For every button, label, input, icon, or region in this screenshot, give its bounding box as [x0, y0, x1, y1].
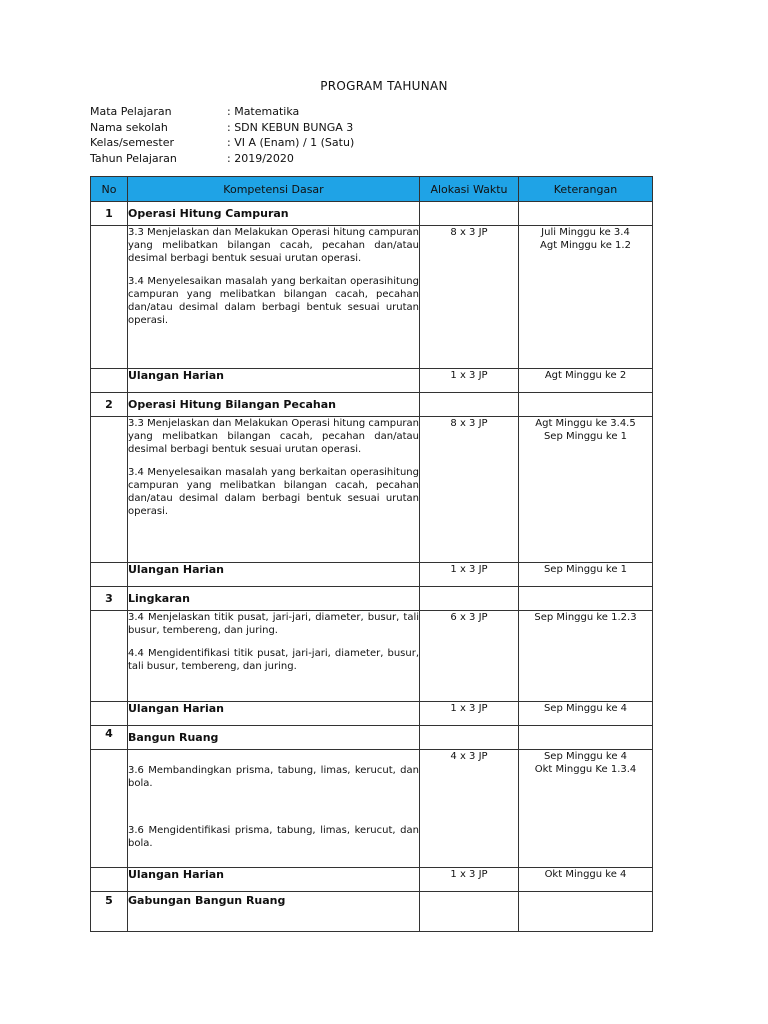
keterangan-line: Sep Minggu ke 1.2.3 — [534, 612, 637, 623]
empty-cell — [91, 611, 128, 702]
keterangan-cell: Okt Minggu ke 4 — [519, 868, 653, 892]
info-value: : VI A (Enam) / 1 (Satu) — [227, 136, 355, 150]
ulangan-label: Ulangan Harian — [128, 702, 420, 726]
table-row — [91, 726, 653, 750]
empty-cell — [91, 868, 128, 892]
keterangan-line: Sep Minggu ke 4 — [543, 751, 628, 762]
kompetensi-item: 3.3 Menjelaskan dan Melakukan Operasi hitung campuran yang melibatkan bilangan cacah, pecahan dan/atau desimal berbagi bentuk sesuai urutan operasi. — [128, 418, 419, 455]
info-row — [90, 104, 354, 120]
alokasi-cell: 8 x 3 JP — [420, 226, 519, 369]
keterangan-cell: Agt Minggu ke 2 — [519, 369, 653, 393]
kompetensi-item: 3.4 Menjelaskan titik pusat, jari-jari, diameter, busur, tali busur, tembereng, dan juring. — [128, 612, 419, 636]
empty-cell — [420, 726, 519, 750]
keterangan-line: Okt Minggu Ke 1.3.4 — [534, 764, 637, 775]
row-number: 2 — [91, 393, 128, 417]
row-number: 3 — [91, 587, 128, 611]
kompetensi-cell — [128, 226, 420, 369]
empty-cell — [91, 750, 128, 868]
info-label: Nama sekolah — [90, 120, 168, 134]
alokasi-cell: 6 x 3 JP — [420, 611, 519, 702]
topic-title: Gabungan Bangun Ruang — [128, 892, 420, 932]
info-label: Tahun Pelajaran — [90, 151, 177, 165]
table-row — [91, 202, 653, 226]
ulangan-label: Ulangan Harian — [128, 868, 420, 892]
table-row — [91, 750, 653, 868]
kompetensi-cell — [128, 611, 420, 702]
empty-cell — [519, 726, 653, 750]
empty-cell — [91, 563, 128, 587]
keterangan-line: Sep Minggu ke 1 — [543, 431, 628, 442]
kompetensi-item: 4.4 Mengidentifikasi titik pusat, jari-jari, diameter, busur, tali busur, tembereng, dan juring. — [128, 648, 419, 672]
info-value: : 2019/2020 — [227, 151, 294, 165]
keterangan-cell: Sep Minggu ke 4 — [519, 702, 653, 726]
empty-cell — [519, 587, 653, 611]
keterangan-line: Juli Minggu ke 3.4 — [541, 227, 630, 238]
empty-cell — [420, 393, 519, 417]
empty-cell — [91, 226, 128, 369]
keterangan-cell — [519, 226, 653, 369]
info-label: Kelas/semester — [90, 136, 174, 150]
alokasi-cell: 1 x 3 JP — [420, 369, 519, 393]
keterangan-cell — [519, 611, 653, 702]
table-header-row — [91, 177, 653, 202]
kompetensi-item: 3.4 Menyelesaikan masalah yang berkaitan operasihitung campuran yang melibatkan bilangan cacah, pecahan dan/atau desimal dalam berbagi bentuk sesuai urutan operasi. — [128, 276, 419, 326]
table-row — [91, 611, 653, 702]
table-row — [91, 868, 653, 892]
table-row — [91, 587, 653, 611]
table-row — [91, 563, 653, 587]
keterangan-cell — [519, 750, 653, 868]
alokasi-cell: 8 x 3 JP — [420, 417, 519, 563]
kompetensi-item: 3.4 Menyelesaikan masalah yang berkaitan operasihitung campuran yang melibatkan bilangan cacah, pecahan dan/atau desimal dalam berbagi bentuk sesuai urutan operasi. — [128, 467, 419, 517]
row-number: 5 — [91, 892, 128, 932]
table-row — [91, 393, 653, 417]
ulangan-label: Ulangan Harian — [128, 369, 420, 393]
kompetensi-cell — [128, 417, 420, 563]
topic-title: Bangun Ruang — [128, 726, 420, 750]
keterangan-line: Agt Minggu ke 1.2 — [540, 240, 631, 251]
keterangan-cell: Sep Minggu ke 1 — [519, 563, 653, 587]
empty-cell — [420, 202, 519, 226]
info-label: Mata Pelajaran — [90, 105, 172, 118]
row-number: 4 — [91, 726, 128, 750]
topic-title: Operasi Hitung Bilangan Pecahan — [128, 393, 420, 417]
empty-cell — [519, 202, 653, 226]
kompetensi-item: 3.6 Membandingkan prisma, tabung, limas, kerucut, dan bola. — [128, 765, 419, 789]
document-title: PROGRAM TAHUNAN — [320, 79, 448, 93]
header-kompetensi: Kompetensi Dasar — [128, 177, 420, 202]
info-row — [90, 151, 354, 167]
program-table — [90, 176, 653, 932]
topic-title: Operasi Hitung Campuran — [128, 202, 420, 226]
alokasi-cell: 1 x 3 JP — [420, 868, 519, 892]
empty-cell — [519, 393, 653, 417]
header-keterangan: Keterangan — [519, 177, 653, 202]
ulangan-label: Ulangan Harian — [128, 563, 420, 587]
alokasi-cell: 4 x 3 JP — [420, 750, 519, 868]
info-block — [90, 104, 354, 166]
keterangan-line: Agt Minggu ke 3.4.5 — [535, 418, 636, 429]
alokasi-cell: 1 x 3 JP — [420, 702, 519, 726]
header-alokasi: Alokasi Waktu — [420, 177, 519, 202]
row-number: 1 — [91, 202, 128, 226]
empty-cell — [91, 369, 128, 393]
kompetensi-item: 3.6 Mengidentifikasi prisma, tabung, limas, kerucut, dan bola. — [128, 825, 419, 849]
table-row — [91, 892, 653, 932]
table-row — [91, 702, 653, 726]
table-row — [91, 369, 653, 393]
table-row — [91, 417, 653, 563]
empty-cell — [91, 702, 128, 726]
empty-cell — [519, 892, 653, 932]
kompetensi-cell — [128, 750, 420, 868]
kompetensi-item: 3.3 Menjelaskan dan Melakukan Operasi hitung campuran yang melibatkan bilangan cacah, pecahan dan/atau desimal berbagi bentuk sesuai urutan operasi. — [128, 227, 419, 264]
info-value: : Matematika — [227, 105, 300, 118]
header-no: No — [91, 177, 128, 202]
table-row — [91, 226, 653, 369]
empty-cell — [91, 417, 128, 563]
topic-title: Lingkaran — [128, 587, 420, 611]
info-row — [90, 120, 354, 136]
info-row — [90, 135, 354, 151]
empty-cell — [420, 892, 519, 932]
keterangan-cell — [519, 417, 653, 563]
info-value: : SDN KEBUN BUNGA 3 — [227, 120, 354, 134]
empty-cell — [420, 587, 519, 611]
alokasi-cell: 1 x 3 JP — [420, 563, 519, 587]
